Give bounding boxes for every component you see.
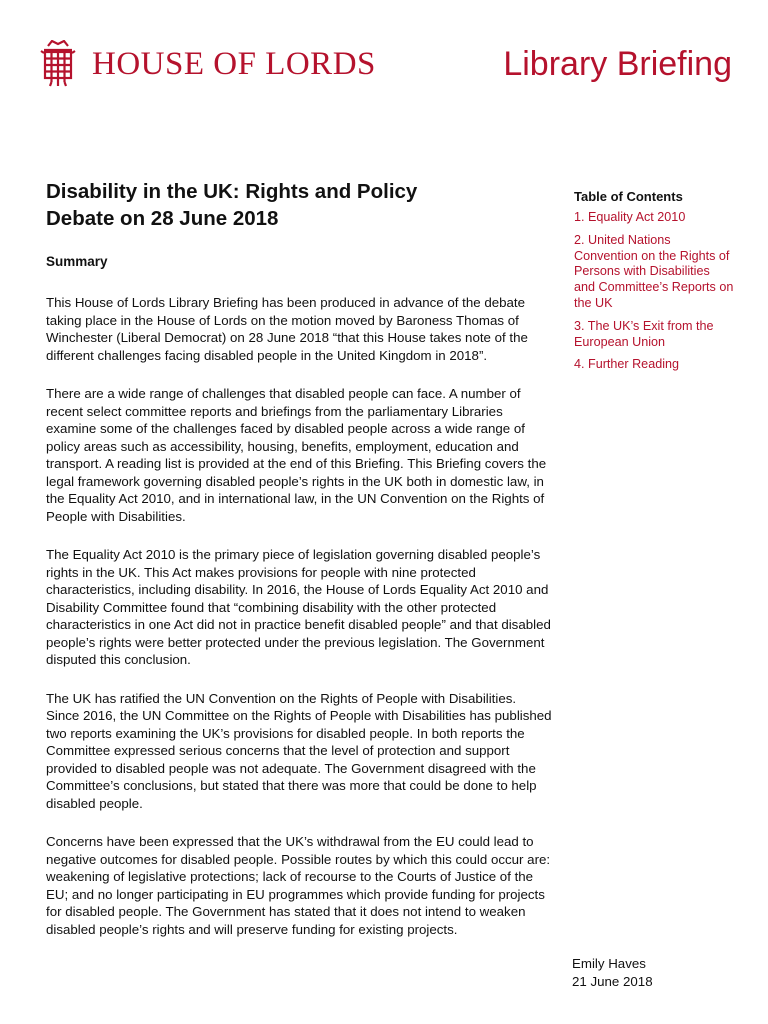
- toc-link-eu-exit[interactable]: 3. The UK’s Exit from the European Union: [574, 318, 714, 349]
- summary-paragraph-2: There are a wide range of challenges that disabled people can face. A number of recent select committee reports and briefings from the parliamentary Libraries examine some of the challenges faced by disabled people across a wide range of policy areas such as accessibility, housing, benefits, employment, education and transport. A reading list is provided at the end of this Briefing. This Briefing covers the legal framework governing disabled people’s rights in the UK both in domestic law, in the Equality Act 2010, and in international law, in the UN Convention on the Rights of People with Disabilities.: [46, 386, 547, 524]
- main-content: [46, 178, 552, 959]
- page-title: [46, 178, 552, 232]
- title-line-2: Debate on 28 June 2018: [46, 207, 279, 230]
- toc-link-equality-act[interactable]: 1. Equality Act 2010: [574, 210, 686, 224]
- toc-title: Table of Contents: [574, 189, 683, 204]
- series-name: Library Briefing: [503, 45, 732, 83]
- author-block: [572, 955, 653, 990]
- toc-link-further-reading[interactable]: 4. Further Reading: [574, 357, 680, 372]
- summary-heading: Summary: [46, 254, 108, 269]
- toc-link-un-convention[interactable]: 2. United Nations Convention on the Rights of Persons with Disabilities and Committee’s Reports on the UK: [574, 232, 734, 310]
- summary-paragraph-5: Concerns have been expressed that the UK’s withdrawal from the EU could lead to negative outcomes for disabled people. Possible routes by which this could occur are: weakening of legislative protections; lack of recourse to the Courts of Justice of the EU; and no longer participating in EU programmes which provide funding for projects for disabled people. The Government has stated that it does not intend to weaken disabled people’s rights and will preserve funding for existing projects.: [46, 834, 551, 937]
- org-name: HOUSE OF LORDS: [92, 45, 376, 82]
- summary-paragraph-1: This House of Lords Library Briefing has been produced in advance of the debate taking place in the House of Lords on the motion moved by Baroness Thomas of Winchester (Liberal Democrat) on 28 June 2018 “that this House takes note of the different challenges facing disabled people in the United Kingdom in 2018”.: [46, 295, 528, 363]
- publication-date: 21 June 2018: [572, 973, 653, 989]
- title-line-1: Disability in the UK: Rights and Policy: [46, 180, 418, 203]
- summary-paragraph-3: The Equality Act 2010 is the primary piece of legislation governing disabled people’s rights in the UK. This Act makes provisions for people with nine protected characteristics, including disability. In 2016, the House of Lords Equality Act 2010 and Disability Committee found that “combining disability with the other protected characteristics in one Act did not in practice benefit disabled people” and that disabled people’s rights were better protected under the previous legislation. The Government disputed this conclusion.: [46, 547, 551, 667]
- author-name: Emily Haves: [572, 956, 646, 971]
- page-header: [38, 40, 376, 88]
- table-of-contents: [574, 189, 734, 380]
- portcullis-icon: [38, 40, 78, 88]
- summary-paragraph-4: The UK has ratified the UN Convention on the Rights of People with Disabilities. Since 2016, the UN Committee on the Rights of People with Disabilities has published two reports examining the UK’s provisions for disabled people. In both reports the Committee expressed serious concerns that the level of protection and support provided to disabled people was not adequate. The Government disagreed with the Committee’s conclusions, but stated that there was more that could be done to help disabled people.: [46, 690, 552, 811]
